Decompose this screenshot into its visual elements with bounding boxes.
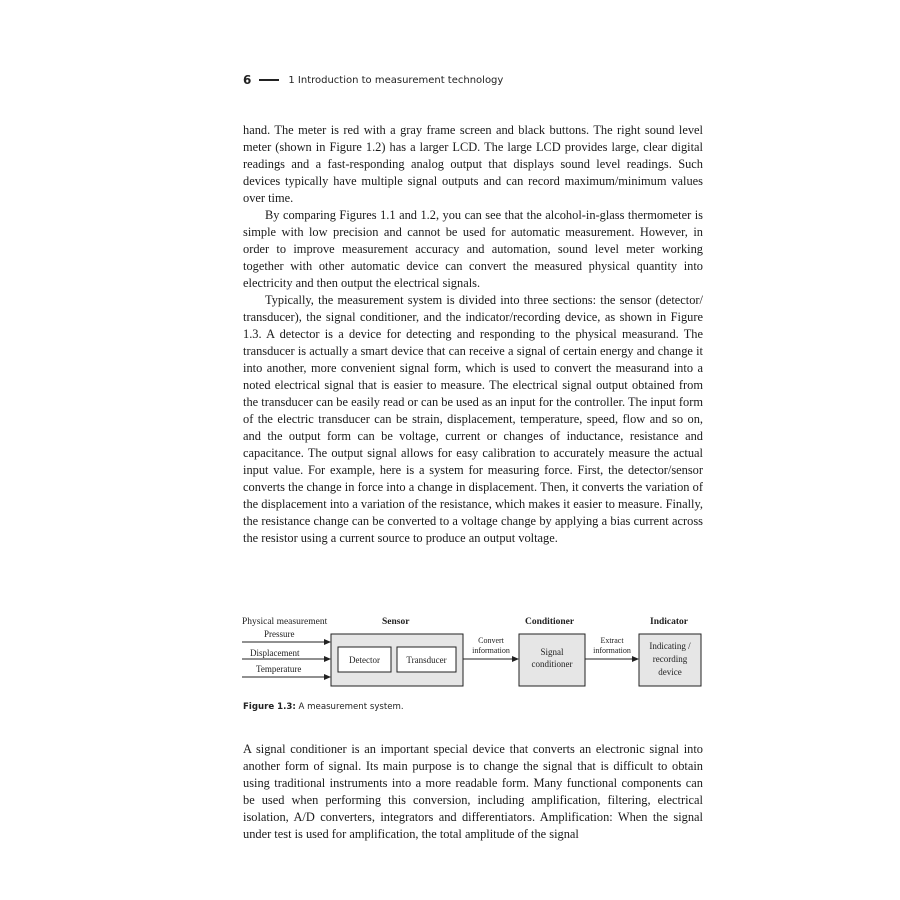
paragraph: Typically, the measurement system is divided into three sections: the sensor (detector/ transducer), the signal conditioner, and the indicator/recording device, as shown in Figure 1.3. A detector is a device for detecting and responding to the physical measurand. The transducer is actually a smart device that can receive a signal of certain energy and change it into another, more convenient signal form, which is used to convert the measurand into a noted electrical signal that is easier to measure. The electrical signal output obtained from the transducer can be easily read or can be used as an input for the controller. The input form of the electric transducer can be strain, displacement, temperature, speed, flow and so on, and the output form can be voltage, current or changes of inductance, resistance and capacitance. The output signal allows for easy calibration to accurately measure the actual input value. For example, here is a system for measuring force. First, the detector/sensor converts the change in force into a change in displacement. Then, it converts the variation of the displacement into a variation of the resistance, which makes it easier to measure. Finally, the resistance change can be converted to a voltage change by applying a bias current across the resistor using a current source to produce an output voltage.: [243, 293, 703, 545]
conditioner-heading: Conditioner: [525, 617, 575, 627]
convert-label: Convert: [478, 636, 504, 645]
input-heading: Physical measurement: [242, 617, 328, 627]
input-temperature: Temperature: [256, 664, 302, 674]
input-pressure: Pressure: [264, 629, 295, 639]
running-title: 1 Introduction to measurement technology: [288, 74, 504, 86]
figure-caption: [243, 702, 404, 712]
extract-label: Extract: [600, 636, 624, 645]
header-rule: [259, 79, 279, 81]
body-text-top: [243, 122, 703, 547]
indicator-label: Indicating /: [649, 641, 691, 651]
transducer-label: Transducer: [406, 655, 447, 665]
indicator-heading: Indicator: [650, 617, 688, 627]
indicator-label: device: [658, 667, 682, 677]
indicator-label: recording: [652, 654, 688, 664]
detector-label: Detector: [349, 655, 380, 665]
extract-label: information: [593, 646, 631, 655]
block-diagram: [238, 610, 708, 690]
paragraph: By comparing Figures 1.1 and 1.2, you can see that the alcohol-in-glass thermometer is simple with low precision and cannot be used for automatic measurement. However, in order to improve measurement accuracy and automation, sound level meter working together with other automatic device can convert the measured physical quantity into electricity and then output the electrical signals.: [243, 208, 703, 290]
sensor-heading: Sensor: [382, 617, 410, 627]
conditioner-label: conditioner: [531, 659, 573, 669]
convert-label: information: [472, 646, 510, 655]
paragraph: hand. The meter is red with a gray frame screen and black buttons. The right sound level meter (shown in Figure 1.2) has a larger LCD. The large LCD provides large, clear digital readings and a fast-responding analog output that displays sound level readings. Such devices typically have multiple signal outputs and can record maximum/minimum values over time.: [243, 123, 703, 205]
caption-label: Figure 1.3:: [243, 702, 296, 712]
figure-measurement-system: [238, 610, 708, 690]
caption-text: A measurement system.: [295, 702, 404, 712]
paragraph: A signal conditioner is an important special device that converts an electronic signal into another form of signal. Its main purpose is to change the signal that is difficult to obtain using traditional instruments into a more readable form. Many functional components can be used when performing this conversion, including amplification, filtering, electrical isolation, A/D converters, integrators and differentiators. Amplification: When the signal under test is used for amplification, the total amplitude of the signal: [243, 742, 703, 841]
page-header: [243, 73, 503, 87]
conditioner-label: Signal: [540, 647, 564, 657]
input-displacement: Displacement: [250, 648, 300, 658]
body-text-bottom: [243, 741, 703, 843]
page-number: 6: [243, 73, 252, 87]
